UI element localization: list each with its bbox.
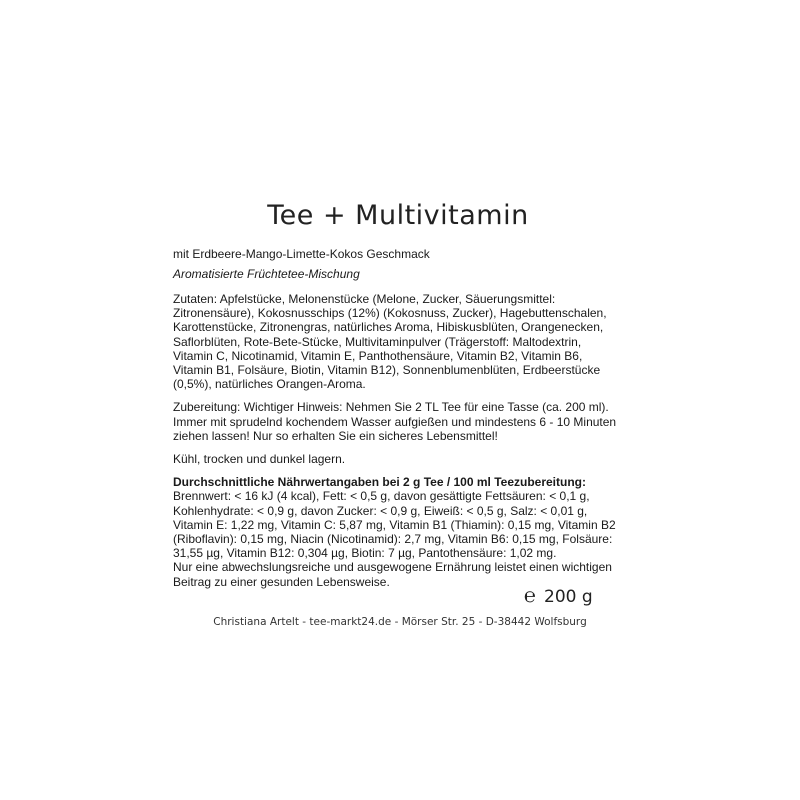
nutrition-heading: Durchschnittliche Nährwertangaben bei 2 g Tee / 100 ml Teezubereitung:: [173, 475, 586, 490]
diet-note: Nur eine abwechslungsreiche und ausgewogene Ernährung leistet einen wichtigen Beitrag zu einer gesunden Lebensweise.: [173, 560, 612, 589]
product-title: Tee + Multivitamin: [267, 200, 529, 231]
storage-text: Kühl, trocken und dunkel lagern.: [173, 452, 346, 467]
nutrition-values: Brennwert: < 16 kJ (4 kcal), Fett: < 0,5 g, davon gesättigte Fettsäuren: < 0,1 g, Kohlenhydrate: < 0,9 g, davon Zucker: < 0,9 g, Eiweiß: < 0,5 g, Salz: < 0,01 g, Vitamin E: 1,22 mg, Vitamin C: 5,87 mg, Vitamin B1 (Thiamin): 0,15 mg, Vitamin B2 (Riboflavin): 0,15 mg, Niacin (Nicotinamid): 2,7 mg, Vitamin B6: 0,15 mg, Folsäure: 31,55 µg, Vitamin B12: 0,304 µg, Biotin: 7 µg, Pantothensäure: 1,02 mg.: [173, 489, 616, 561]
preparation-text: Zubereitung: Wichtiger Hinweis: Nehmen Sie 2 TL Tee für eine Tasse (ca. 200 ml). Immer mit sprudelnd kochendem Wasser aufgießen und mindestens 6 - 10 Minuten ziehen lassen! Nur so erhalten Sie ein sicheres Lebensmittel!: [173, 400, 617, 443]
weight-value: 200 g: [544, 587, 593, 607]
ingredients-text: Zutaten: Apfelstücke, Melonenstücke (Melone, Zucker, Säuerungsmittel: Zitronensäure), Kokosnusschips (12%) (Kokosnuss, Zucker), Hagebuttenschalen, Karottenstücke, Zitronengras, natürliches Aroma, Hibiskusblüten, Orangenecken, Saflorblüten, Rote-Bete-Stücke, Multivitaminpulver (Trägerstoff: Maltodextrin, Vitamin C, Nicotinamid, Vitamin E, Panthothensäure, Vitamin B2, Vitamin B6, Vitamin B1, Folsäure, Biotin, Vitamin B12), Sonnenblumenblüten, Erdbeerstücke (0,5%), natürliches Orangen-Aroma.: [173, 292, 607, 392]
product-type: Aromatisierte Früchtetee-Mischung: [173, 267, 360, 281]
estimated-sign-icon: ℮: [524, 583, 537, 607]
product-label: [173, 200, 623, 589]
flavor-line: mit Erdbeere-Mango-Limette-Kokos Geschmack: [173, 247, 430, 261]
net-weight: [524, 583, 593, 608]
company-footer: Christiana Artelt - tee-markt24.de - Mörser Str. 25 - D-38442 Wolfsburg: [213, 616, 587, 628]
